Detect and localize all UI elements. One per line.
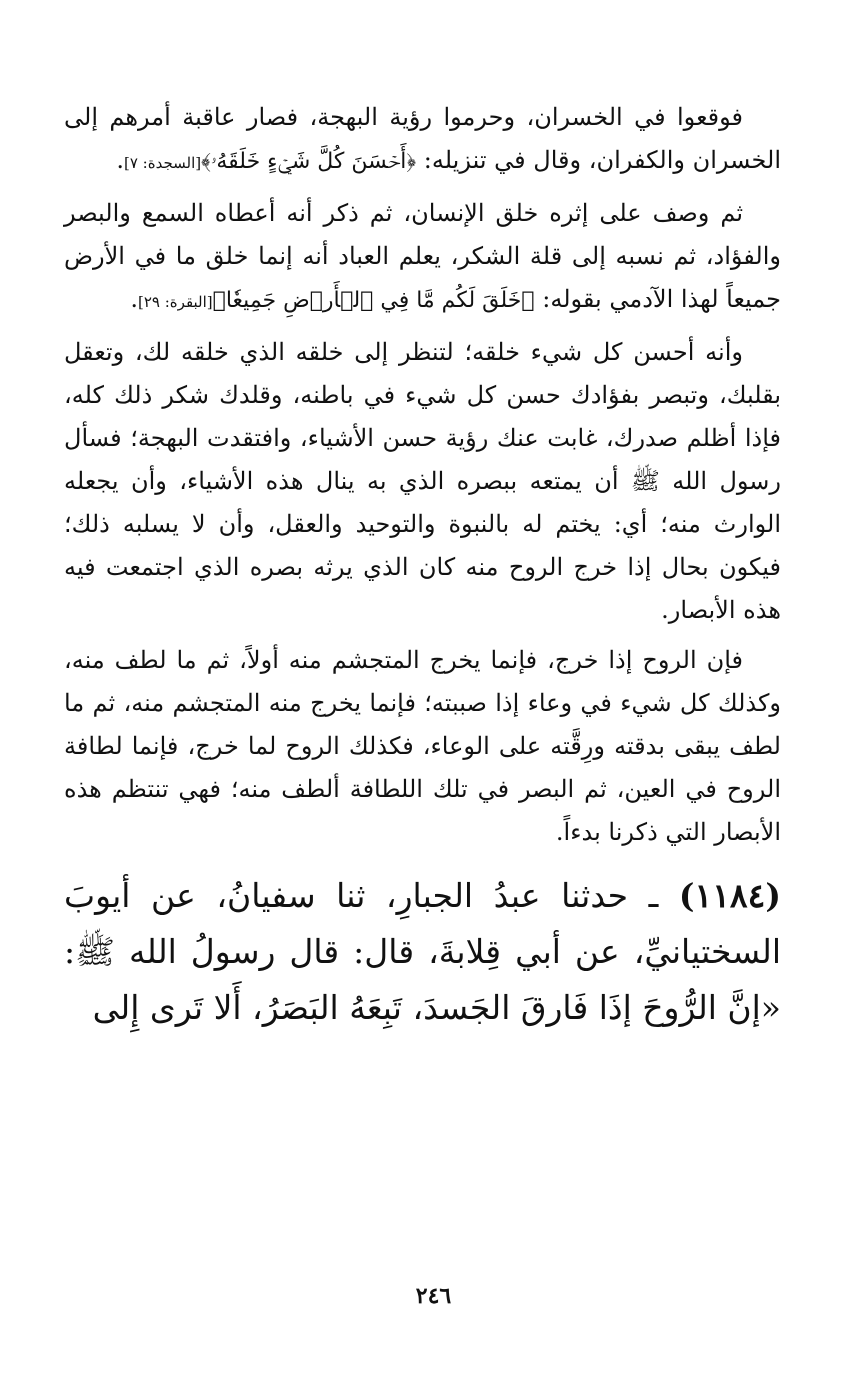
paragraph-1-end: .: [116, 146, 124, 174]
verse-reference-baqara: [البقرة: ٢٩]: [138, 293, 213, 311]
verse-reference-sajda: [السجدة: ٧]: [123, 154, 202, 172]
paragraph-1: [64, 96, 781, 185]
paragraph-1-text: فوقعوا في الخسران، وحرموا رؤية البهجة، فصار عاقبة أمرهم إلى الخسران والكفران، وقال في تنزيله:: [64, 103, 781, 174]
page-body: [64, 96, 781, 1036]
hadith-text: ـ حدثنا عبدُ الجبارِ، ثنا سفيانُ، عن أيوبَ السختيانيِّ، عن أبي قِلابةَ، قال: قال رسولُ الله ﷺ: «إنَّ الرُّوحَ إذَا فَارقَ الجَسدَ، تَبِعَهُ البَصَرُ، أَلا تَرى إِلى: [64, 876, 781, 1027]
quran-verse-sajda: ﴿أَحۡسَنَ كُلَّ شَيۡءٍ خَلَقَهُۥ﴾: [201, 149, 417, 174]
hadith-number: (١١٨٤): [678, 876, 781, 915]
quran-verse-baqara: ﴿خَلَقَ لَكُم مَّا فِي ٱلۡأَرۡضِ جَمِيعٗا﴾: [212, 288, 535, 313]
paragraph-3: وأنه أحسن كل شيء خلقه؛ لتنظر إلى خلقه الذي خلقه لك، وتعقل بقلبك، وتبصر بفؤادك حسن كل شيء في باطنه، وقلدك شكر ذلك كله، فإذا أظلم صدرك، غابت عنك رؤية حسن الأشياء، وافتقدت البهجة؛ فسأل رسول الله ﷺ أن يمتعه ببصره الذي به ينال هذه الأشياء، وأن يجعله الوارث منه؛ أي: يختم له بالنبوة والتوحيد والعقل، وأن لا يسلبه ذلك؛ فيكون بحال إذا خرج الروح منه كان الذي يرثه بصره الذي اجتمعت فيه هذه الأبصار.: [64, 338, 781, 624]
paragraph-2-text: ثم وصف على إثره خلق الإنسان، ثم ذكر أنه أعطاه السمع والبصر والفؤاد، ثم نسبه إلى قلة الشكر، يعلم العباد أنه إنما خلق ما في الأرض جميعاً لهذا الآدمي بقوله:: [64, 199, 781, 313]
hadith-1184: [64, 868, 781, 1036]
paragraph-4: فإن الروح إذا خرج، فإنما يخرج المتجشم منه أولاً، ثم ما لطف منه، وكذلك كل شيء في وعاء إذا صببته؛ فإنما يخرج منه المتجشم منه، ثم ما لطف يبقى بدقته ورِقَّته على الوعاء، فكذلك الروح لما خرج، فإنما لطافة الروح في العين، ثم البصر في تلك اللطافة ألطف منه؛ فهي تنتظم هذه الأبصار التي ذكرنا بدءاً.: [64, 646, 781, 846]
paragraph-2-end: .: [130, 285, 138, 313]
paragraph-2: [64, 192, 781, 324]
page-number: ٢٤٦: [415, 1283, 452, 1309]
